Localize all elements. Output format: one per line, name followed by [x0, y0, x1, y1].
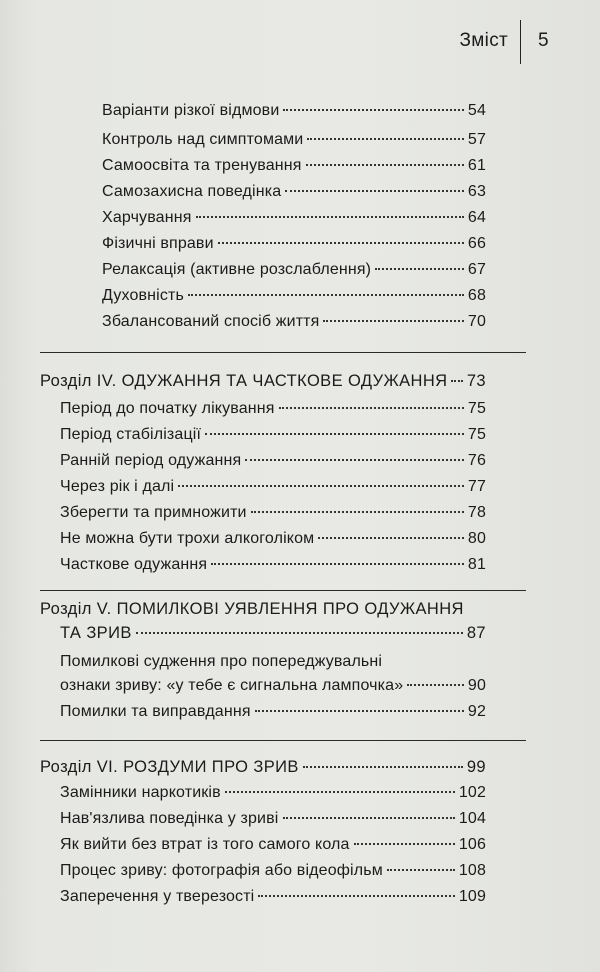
- toc-leader: [211, 563, 464, 565]
- toc-entry-title: Харчування: [102, 209, 192, 226]
- toc-entry-page: 75: [467, 426, 486, 443]
- toc-entry-page: 67: [467, 261, 486, 278]
- toc-leader: [279, 407, 464, 409]
- toc-entry-title: Релаксація (активне розслаблення): [102, 261, 372, 278]
- toc-entry[interactable]: [60, 782, 486, 804]
- toc-entry-title: Фізичні вправи: [102, 235, 214, 252]
- toc-entry-page: 109: [458, 888, 486, 905]
- toc-entry-page: 66: [467, 235, 486, 252]
- toc-chapter-6[interactable]: [40, 756, 486, 778]
- toc-leader: [307, 138, 463, 140]
- toc-entry-page: 76: [467, 452, 486, 469]
- toc-leader: [218, 242, 464, 244]
- toc-leader: [188, 294, 464, 296]
- toc-entry-title: Процес зриву: фотографія або відеофільм: [60, 862, 383, 879]
- toc-entry-title: Замінники наркотиків: [60, 784, 221, 801]
- toc-entry-title: Як вийти без втрат із того самого кола: [60, 836, 350, 853]
- toc-entry[interactable]: [60, 476, 486, 498]
- toc-entry-page: 57: [467, 131, 486, 148]
- toc-entry-title: Зберегти та примножити: [60, 504, 247, 521]
- toc-entry-page: 54: [467, 102, 486, 119]
- toc-entry[interactable]: [102, 233, 486, 255]
- toc-entry-title: Часткове одужання: [60, 556, 208, 573]
- toc-leader: [283, 109, 463, 111]
- toc-entry-page: 61: [467, 157, 486, 174]
- toc-entry-page: 108: [458, 862, 486, 879]
- toc-entry-page: 102: [458, 784, 486, 801]
- toc-entry[interactable]: [60, 554, 486, 576]
- toc-chapter-page: 99: [466, 758, 486, 776]
- toc-entry[interactable]: [102, 181, 486, 203]
- toc-entry-page: 104: [458, 810, 486, 827]
- toc-leader: [196, 216, 464, 218]
- section-divider: [40, 740, 526, 741]
- toc-chapter-5[interactable]: [60, 622, 486, 644]
- toc-leader: [245, 459, 464, 461]
- toc-entry-title: Варіанти різкої відмови: [102, 102, 280, 119]
- toc-entry[interactable]: [60, 886, 486, 908]
- toc-entry-page: 63: [467, 183, 486, 200]
- toc-chapter-page: 87: [466, 624, 486, 642]
- toc-entry-page: 77: [467, 478, 486, 495]
- toc-leader: [225, 791, 455, 793]
- toc-entry[interactable]: [60, 675, 486, 697]
- toc-entry-page: 81: [467, 556, 486, 573]
- toc-entry[interactable]: [60, 502, 486, 524]
- toc-chapter-title: ТА ЗРИВ: [60, 624, 132, 642]
- toc-chapter-title: Розділ VI. РОЗДУМИ ПРО ЗРИВ: [40, 758, 299, 776]
- toc-leader: [136, 632, 463, 634]
- toc-entry[interactable]: [102, 100, 486, 122]
- toc-leader: [375, 268, 464, 270]
- toc-leader: [251, 511, 464, 513]
- section-divider: [40, 590, 526, 591]
- toc-entry[interactable]: [102, 129, 486, 151]
- toc-chapter-title: Розділ IV. ОДУЖАННЯ ТА ЧАСТКОВЕ ОДУЖАННЯ: [40, 372, 448, 390]
- toc-entry-page: 75: [467, 400, 486, 417]
- toc-entry-title: Духовність: [102, 287, 184, 304]
- toc-chapter-page: 73: [466, 372, 486, 390]
- toc-chapter-5-title-line1[interactable]: Розділ V. ПОМИЛКОВІ УЯВЛЕННЯ ПРО ОДУЖАННЯ: [40, 600, 464, 618]
- toc-chapter-4[interactable]: [40, 370, 486, 392]
- toc-leader: [303, 766, 463, 768]
- toc-leader: [285, 190, 464, 192]
- toc-entry[interactable]: [60, 834, 486, 856]
- toc-entry-title: Контроль над симптомами: [102, 131, 304, 148]
- toc-entry-page: 80: [467, 530, 486, 547]
- toc-leader: [318, 537, 464, 539]
- toc-entry-title: Помилки та виправдання: [60, 703, 251, 720]
- toc-entry-page: 64: [467, 209, 486, 226]
- toc-entry[interactable]: [60, 424, 486, 446]
- toc-entry[interactable]: [60, 528, 486, 550]
- toc-entry[interactable]: [60, 398, 486, 420]
- toc-entry[interactable]: [102, 155, 486, 177]
- toc-leader: [323, 320, 463, 322]
- toc-entry-title: ознаки зриву: «у тебе є сигнальна лампочка»: [60, 677, 404, 694]
- toc-entry[interactable]: [102, 311, 486, 333]
- section-divider: [40, 352, 526, 353]
- toc-entry[interactable]: [102, 207, 486, 229]
- toc-entry-page: 90: [467, 677, 486, 694]
- toc-entry-title: Ранній період одужання: [60, 452, 242, 469]
- toc-leader: [258, 895, 454, 897]
- page-number: 5: [538, 30, 549, 51]
- toc-leader: [407, 684, 464, 686]
- toc-entry[interactable]: [60, 860, 486, 882]
- toc-entry-title: Нав'язлива поведінка у зриві: [60, 810, 279, 827]
- toc-entry-title: Збалансований спосіб життя: [102, 313, 320, 330]
- toc-entry-title: Період до початку лікування: [60, 400, 275, 417]
- header-divider: [520, 20, 521, 64]
- toc-leader: [451, 380, 462, 382]
- toc-leader: [306, 164, 464, 166]
- toc-entry-title: Самозахисна поведінка: [102, 183, 282, 200]
- toc-leader: [255, 710, 464, 712]
- toc-entry[interactable]: [60, 701, 486, 723]
- toc-entry-title: Період стабілізації: [60, 426, 202, 443]
- toc-entry[interactable]: [102, 259, 486, 281]
- toc-leader: [178, 485, 464, 487]
- toc-entry[interactable]: [60, 808, 486, 830]
- toc-leader: [283, 817, 455, 819]
- toc-entry-title-line1[interactable]: Помилкові судження про попереджувальні: [60, 653, 383, 670]
- toc-entry[interactable]: [60, 450, 486, 472]
- toc-entry-page: 92: [467, 703, 486, 720]
- toc-entry-title: Самоосвіта та тренування: [102, 157, 302, 174]
- toc-entry-title: Не можна бути трохи алкоголіком: [60, 530, 315, 547]
- toc-entry-title: Заперечення у тверезості: [60, 888, 255, 905]
- toc-entry-title: Через рік і далі: [60, 478, 175, 495]
- running-header-title: Зміст: [459, 30, 508, 51]
- toc-entry-page: 68: [467, 287, 486, 304]
- toc-leader: [354, 843, 455, 845]
- toc-leader: [205, 433, 464, 435]
- toc-entry-page: 106: [458, 836, 486, 853]
- toc-entry[interactable]: [102, 285, 486, 307]
- toc-entry-page: 78: [467, 504, 486, 521]
- toc-entry-page: 70: [467, 313, 486, 330]
- toc-leader: [387, 869, 455, 871]
